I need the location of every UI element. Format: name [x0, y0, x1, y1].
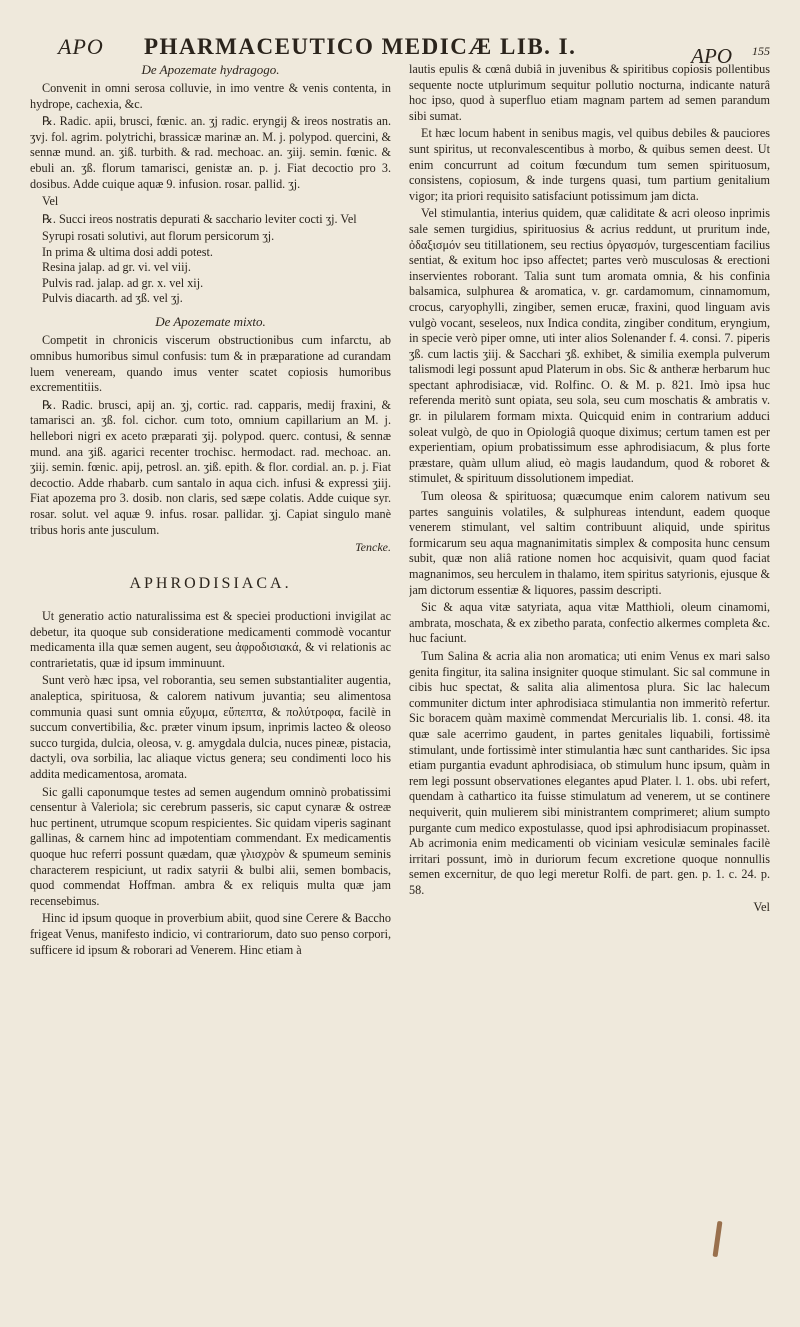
vel-line: Vel	[42, 194, 59, 209]
right-column	[409, 62, 770, 1309]
paragraph: Sunt verò hæc ipsa, vel roborantia, seu semen substantialiter augentia, analeptica, spirituosa, & calorem nativum juvantia; seu alimentosa communia quasi sunt omnia εὔχυμα, εὔπεπτα, & πολύτροφα, facilè in succum convertibilia, &c. præter vinum ipsum, inprimis lacteo & oleoso succo turgida, dulcia, oleosa, v. g. amygdala dulcia, nuces pineæ, pistacia, dactyli, ova sorbilia, lac aliaque victus genera; seu condimenti loco his addita medicamentosa, aromata.	[30, 673, 391, 782]
heading-apozema-mixto: De Apozemate mixto.	[155, 314, 266, 330]
signature: Tencke.	[355, 540, 391, 555]
list-item: In prima & ultima dosi addi potest.	[42, 244, 213, 259]
page-number: 155	[752, 44, 770, 58]
paragraph: Sic galli caponumque testes ad semen augendum omninò probatissimi censentur à Valeriola; sic cerebrum passeris, sic caput cynaræ & ostreæ huc pertinent, utrumque scopum respicientes. Sic quidam viperis saginant gallinas, & carnem hinc ad impotentiam commendant. Ex medicamentis quoque huc referri possunt quædam, quæ γλισχρὸν & spumeum seminis characterem respiciunt, ut radix satyrii & bulbi alii, semen bombacis, quod commendat Hoffman. ambra & ex reliquis multa quæ jam recensebimus.	[30, 784, 391, 908]
heading-apozema-hydragogo: De Apozemate hydragogo.	[141, 62, 280, 77]
list-item: Resina jalap. ad gr. vi. vel viij.	[42, 260, 191, 275]
paragraph: Tum oleosa & spirituosa; quæcumque enim calorem nativum seu partes sanguinis volatiles, & sulphureas intendunt, eadem quoque venerem stimulant, vel saltim contribuunt aliquid, unde spiritus formicarum seu aqua magnanimitatis simplex & composita hunc censum subit, quæ non aliâ ratione nomen hoc acquisivit, quam quod faciat magnanimos, seu herculem in thalamo, item spiritus satyrionis, ejusque & jam dictorum essentiæ & liquores, passim descripti.	[409, 489, 770, 597]
recipe-paragraph: ℞. Radic. apii, brusci, fœnic. an. ʒj radic. eryngij & ireos nostratis an. ʒvj. fol. agrim. polytrichi, brassicæ marinæ an. M. j. polypod. quercini, & sennæ mund. an. ʒiß. turbith. & rad. mechoac. an. ʒiij. semin. fœnic. & ebuli an. ʒß. florum tamarisci, genistæ an. p. j. Fiat decoctio pro 3. dosibus. Adde cuique aquæ 9. infusion. rosar. pallid. ʒj.	[30, 114, 391, 191]
heading-aphrodisiaca: APHRODISIACA.	[129, 575, 292, 593]
paragraph: Convenit in omni serosa colluvie, in imo ventre & venis contenta, in hydrope, cachexia, &c.	[30, 81, 391, 111]
paragraph: Vel stimulantia, interius quidem, quæ caliditate & acri oleoso inprimis sale semen turgidius, spirituosius & acrius reddunt, ut pruritum inde, ὀδαξισμόν seu titillationem, seu rectius ὀργασμόν, turgescentiam facilius sentiat, & exitum hoc ipso affectet; partes verò musculosas & erectioni inservientes roborant. Talia sunt tum aromata omnia, & his confinia balsamica, sulphurea & aromatica, v. gr. cardamomum, cinnamomum, crocus, caryophylli, zingiber, semen erucæ, fraxini, quod linguam avis vulgò vocant, seseleos, nux Indica condita, zingiber conditum, eryngium, in specie verò piper omne, uti inter alios Solenander f. 4. consi. 7. piperis ʒß. cum lactis ʒiij. & Sacchari ʒß. exhibet, & similia exempla pulverum talismodi legi possunt apud Platerum in obs. Sic & antheræ herbarum huc spectant aphrodisiacæ, vid. Rolfinc. O. & M. p. 821. Imò ipsa huc referenda meritò sunt opiata, seu sola, seu cum moschatis & ambratis v. gr. in pilularem formam mixta. Quicquid enim in contrarium adduci soleat vulgò, de quo in Opiologiâ quoque diximus; certum tamen est per experientiam, opium probatissimum esse aphrodisiacum, & plus forte præstare, quàm ullum aliud, eò magis laudandum, quod & roboret & stimulet, & spirituum dissolutionem impediat.	[409, 206, 770, 486]
paragraph: lautis epulis & cœnâ dubiâ in juvenibus & spiritibus copiosis pollentibus sequente nocte utplurimum sequitur pollutio nocturna, indicante naturâ hoc ipso, quod à superfluo etiam magnam partem ad semen parandum sibi sumat.	[409, 62, 770, 123]
running-head-left: APO	[58, 34, 104, 59]
paragraph: Sic & aqua vitæ satyriata, aqua vitæ Matthioli, oleum cinamomi, ambrata, moschata, & ex zibetho parata, confectio alkermes completa &c. huc faciunt.	[409, 600, 770, 646]
recipe-paragraph: ℞. Radic. brusci, apij an. ʒj, cortic. rad. capparis, medij fraxini, & tamarisci an. ʒß. fol. cichor. cum toto, omnium capillarium an M. j. hellebori nigri ex aceto præparati ʒij. polypod. querc. contusi, & sennæ mund. ana ʒiß. agarici recenter trochisc. hermodact. rad. mechoac. an. ʒiij. semin. fœnic. apij, petrosl. an. ʒiß. epith. & flor. cordial. an. p. j. Fiat decoctio. Adde rhabarb. cum santalo in aqua cich. infusi & expressi ʒiij. Fiat apozema pro 3. dosib. non claris, sed sæpe colatis. Adde cuique syr. rosar. solut. vel aquæ 9. infus. rosar. pallidar. ʒj. Capiat singulo manè tribus horis ante jusculum.	[30, 397, 391, 537]
list-item: Syrupi rosati solutivi, aut florum persicorum ʒj.	[42, 229, 275, 244]
recipe-paragraph: ℞. Succi ireos nostratis depurati & sacchario leviter cocti ʒj. Vel	[42, 211, 357, 226]
list-item: Pulvis rad. jalap. ad gr. x. vel xij.	[42, 275, 204, 290]
paragraph: Ut generatio actio naturalissima est & speciei productioni invigilat ac debetur, ita quoque sub consideratione medicamenti commodè vocantur medicamenta illa quæ semen augent, seu ἀφροδισιακά, & vi relationis ac contrarietatis, quæ id ipsum imminuunt.	[30, 609, 391, 670]
running-head-right: APO	[691, 44, 732, 68]
list-item: Pulvis diacarth. ad ʒß. vel ʒj.	[42, 290, 183, 305]
running-head-title: PHARMACEUTICO MEDICÆ LIB. I.	[144, 34, 577, 59]
catchword: Vel	[753, 900, 770, 915]
paragraph: Tum Salina & acria alia non aromatica; uti enim Venus ex mari salso genita fingitur, ita salina insigniter quoque stimulant. Sic sal commune in cibis huc spectat, & salita alia alimentosa plura. Sic lac halecum communiter dictum inter aphrodisiaca stimulantia non immeritò refertur. Sic boracem quàm maximè commendat Mercurialis lib. 1. consi. 48. ita quæ sale acerrimo gaudent, in partes genitales liquabili, fortissimè stimulant, unde fortissimè inter stimulantia hæc sunt cantharides. Sic ipsa etiam purgantia evadunt aphrodisiaca, ob stimulum hunc ipsum, quàm in rem legi possunt observationes elegantes apud Plater. l. 1. obs. ubi refert, quendam à cathartico ita fuisse stimulatum ad venerem, ut se continere nequiverit, quin mulierem sibi ministrantem comprimeret; alium sumpto purgante cum medico expostulasse, quod ipsi aphrodisiacum propinasset. Ab acrimonia enim medicamenti ob viciniam vesiculæ seminales facilè irritari possunt, imò in duriorum fecum excretione quoque nonnullis semen excernitur, de quo legi meretur Rolfi. de part. gen. p. 1. c. 24. p. 58.	[409, 648, 770, 897]
paragraph: Competit in chronicis viscerum obstructionibus cum infarctu, ab omnibus humoribus simul confusis: tum & in præparatione ad curandam luem veneream, quando imus venter scatet copiosis humoribus excrementitiis.	[30, 333, 391, 395]
paragraph: Hinc id ipsum quoque in proverbium abiit, quod sine Cerere & Baccho frigeat Venus, manifesto indicio, vi contrariorum, dato suo penso corpori, sufficere id ipsum & roborari ad Venerem. Hinc etiam à	[30, 911, 391, 957]
text-columns	[24, 62, 770, 1309]
paragraph: Et hæc locum habent in senibus magis, vel quibus debiles & pauciores sunt spiritus, ut reconvalescentibus à morbo, & quibus semen deest. Ut enim concurrunt ad coitum fœcundum tum semen spirituosum, consistens, copiosum, & inde turgens quasi, tum partium genitalium vigor; ita priori requisito satisfaciunt potissimum jam dicta.	[409, 126, 770, 203]
left-column	[24, 62, 391, 1309]
